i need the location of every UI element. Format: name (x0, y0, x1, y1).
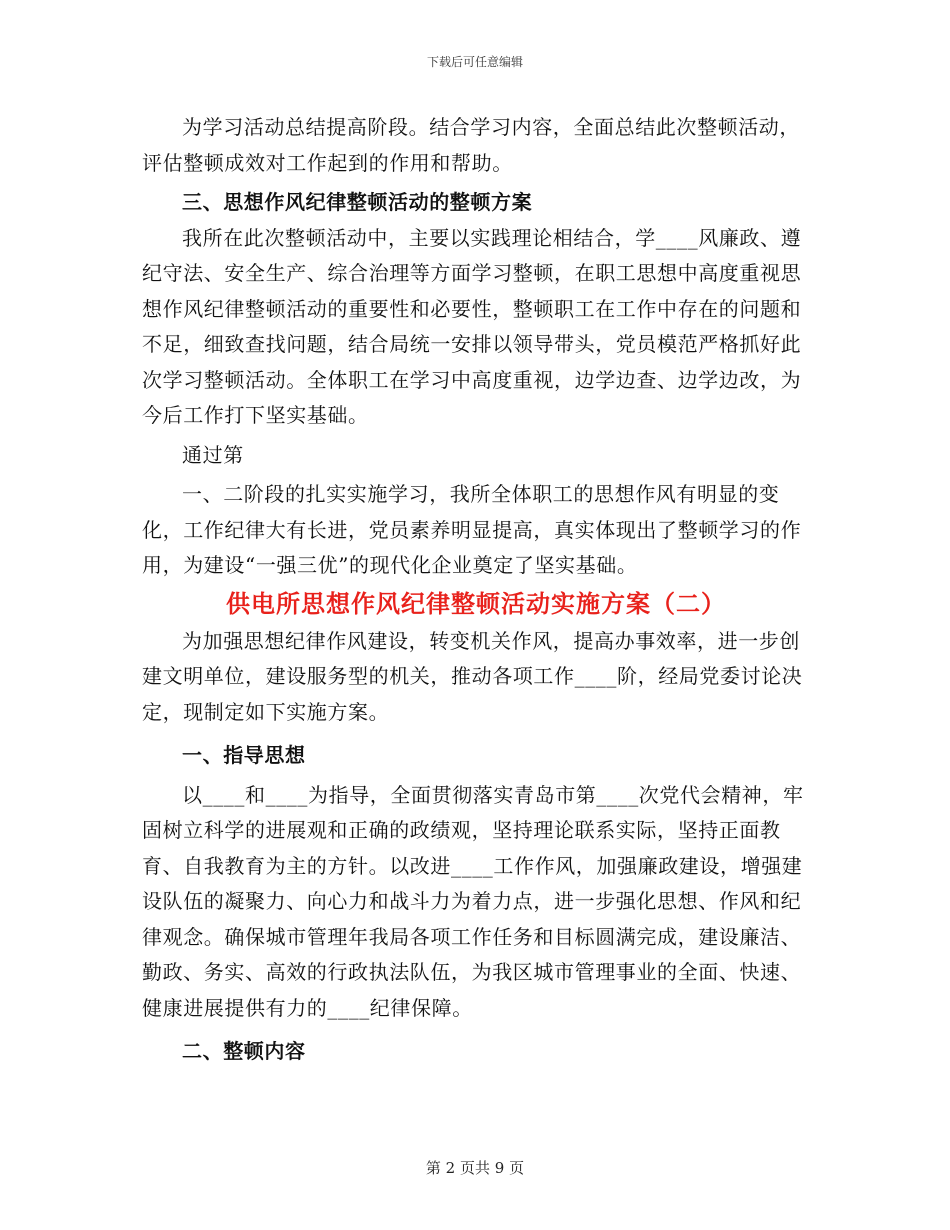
page-header: 下载后可任意编辑 (426, 55, 523, 69)
paragraph-rectification-plan: 我所在此次整顿活动中，主要以实践理论相结合，学____风廉政、遵纪守法、安全生产、综合治理等方面学习整顿，在职工思想中高度重视思想作风纪律整顿活动的重要性和必要性，整顿职工在工作中存在的问题和不足，细致查找问题，结合局统一安排以领导带头，党员模范严格抓好此次学习整顿活动。全体职工在学习中高度重视，边学边查、边学边改，为今后工作打下坚实基础。 (142, 225, 802, 427)
document-body (142, 110, 810, 1070)
paragraph-through-stage: 通过第 (182, 442, 244, 467)
section-heading-rectification-plan: 三、思想作风纪律整顿活动的整顿方案 (182, 190, 533, 214)
paragraph-guiding-ideology: 以____和____为指导，全面贯彻落实青岛市第____次党代会精神，牢固树立科学的进展观和正确的政绩观，坚持理论联系实际，坚持正面教育、自我教育为主的方针。以改进____工作作风，加强廉政建设，增强建设队伍的凝聚力、向心力和战斗力为着力点，进一步强化思想、作风和纪律观念。确保城市管理年我局各项工作任务和目标圆满完成，建设廉洁、勤政、务实、高效的行政执法队伍，为我区城市管理事业的全面、快速、健康进展提供有力的____纪律保障。 (142, 782, 804, 1020)
paragraph-summary-stage: 为学习活动总结提高阶段。结合学习内容，全面总结此次整顿活动，评估整顿成效对工作起到的作用和帮助。 (142, 115, 800, 175)
document-title: 供电所思想作风纪律整顿活动实施方案（二） (226, 588, 726, 618)
section-heading-rectification-content: 二、整顿内容 (182, 1039, 306, 1063)
paragraph-introduction: 为加强思想纪律作风建设，转变机关作风，提高办事效率，进一步创建文明单位，建设服务型的机关，推动各项工作____阶，经局党委讨论决定，现制定如下实施方案。 (142, 628, 803, 724)
page-footer: 第 2 页共 9 页 (425, 1159, 525, 1177)
paragraph-stage-results: 一、二阶段的扎实实施学习，我所全体职工的思想作风有明显的变化，工作纪律大有长进，党员素养明显提高，真实体现出了整顿学习的作用，为建设“一强三优”的现代化企业奠定了坚实基础。 (142, 482, 802, 577)
section-heading-guiding-ideology: 一、指导思想 (182, 743, 306, 767)
